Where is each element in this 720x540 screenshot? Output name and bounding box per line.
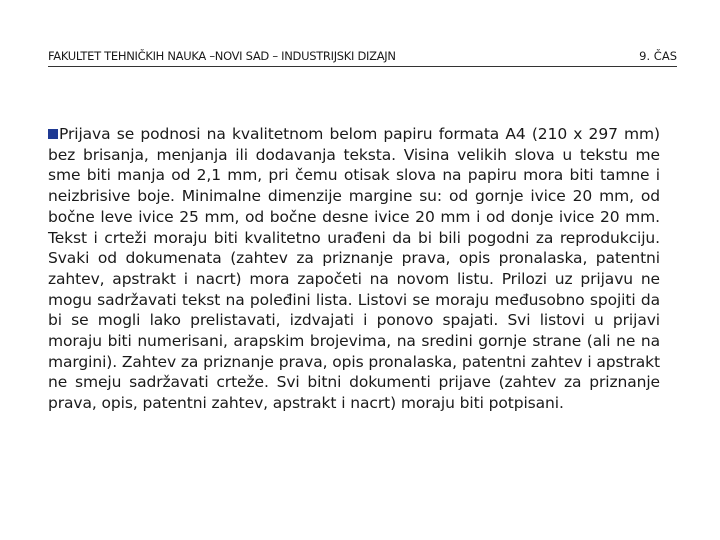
header-title: FAKULTET TEHNIČKIH NAUKA –NOVI SAD – INDUSTRIJSKI DIZAJN xyxy=(48,49,396,63)
slide-header xyxy=(48,48,677,67)
square-bullet-icon xyxy=(48,129,58,139)
header-page-label: 9. ČAS xyxy=(639,49,677,63)
body-text-block xyxy=(48,124,660,414)
body-paragraph: Prijava se podnosi na kvalitetnom belom papiru formata A4 (210 x 297 mm) bez brisanja, menjanja ili dodavanja teksta. Visina velikih slova u tekstu me sme biti manja od 2,1 mm, pri čemu otisak slova na papiru mora biti tamne i neizbrisive boje. Minimalne dimenzije margine su: od gornje ivice 20 mm, od bočne leve ivice 25 mm, od bočne desne ivice 20 mm i od donje ivice 20 mm. Tekst i crteži moraju biti kvalitetno urađeni da bi bili pogodni za reprodukciju. Svaki od dokumenata (zahtev za priznanje prava, opis pronalaska, patentni zahtev, apstrakt i nacrt) mora započeti na novom listu. Prilozi uz prijavu ne mogu sadržavati tekst na poleđini lista. Listovi se moraju međusobno spojiti da bi se mogli lako prelistavati, izdvajati i ponovo spajati. Svi listovi u prijavi moraju biti numerisani, arapskim brojevima, na sredini gornje strane (ali ne na margini). Zahtev za priznanje prava, opis pronalaska, patentni zahtev i apstrakt ne smeju sadržavati crteže. Svi bitni dokumenti prijave (zahtev za priznanje prava, opis, patentni zahtev, apstrakt i nacrt) moraju biti potpisani. xyxy=(48,125,660,413)
